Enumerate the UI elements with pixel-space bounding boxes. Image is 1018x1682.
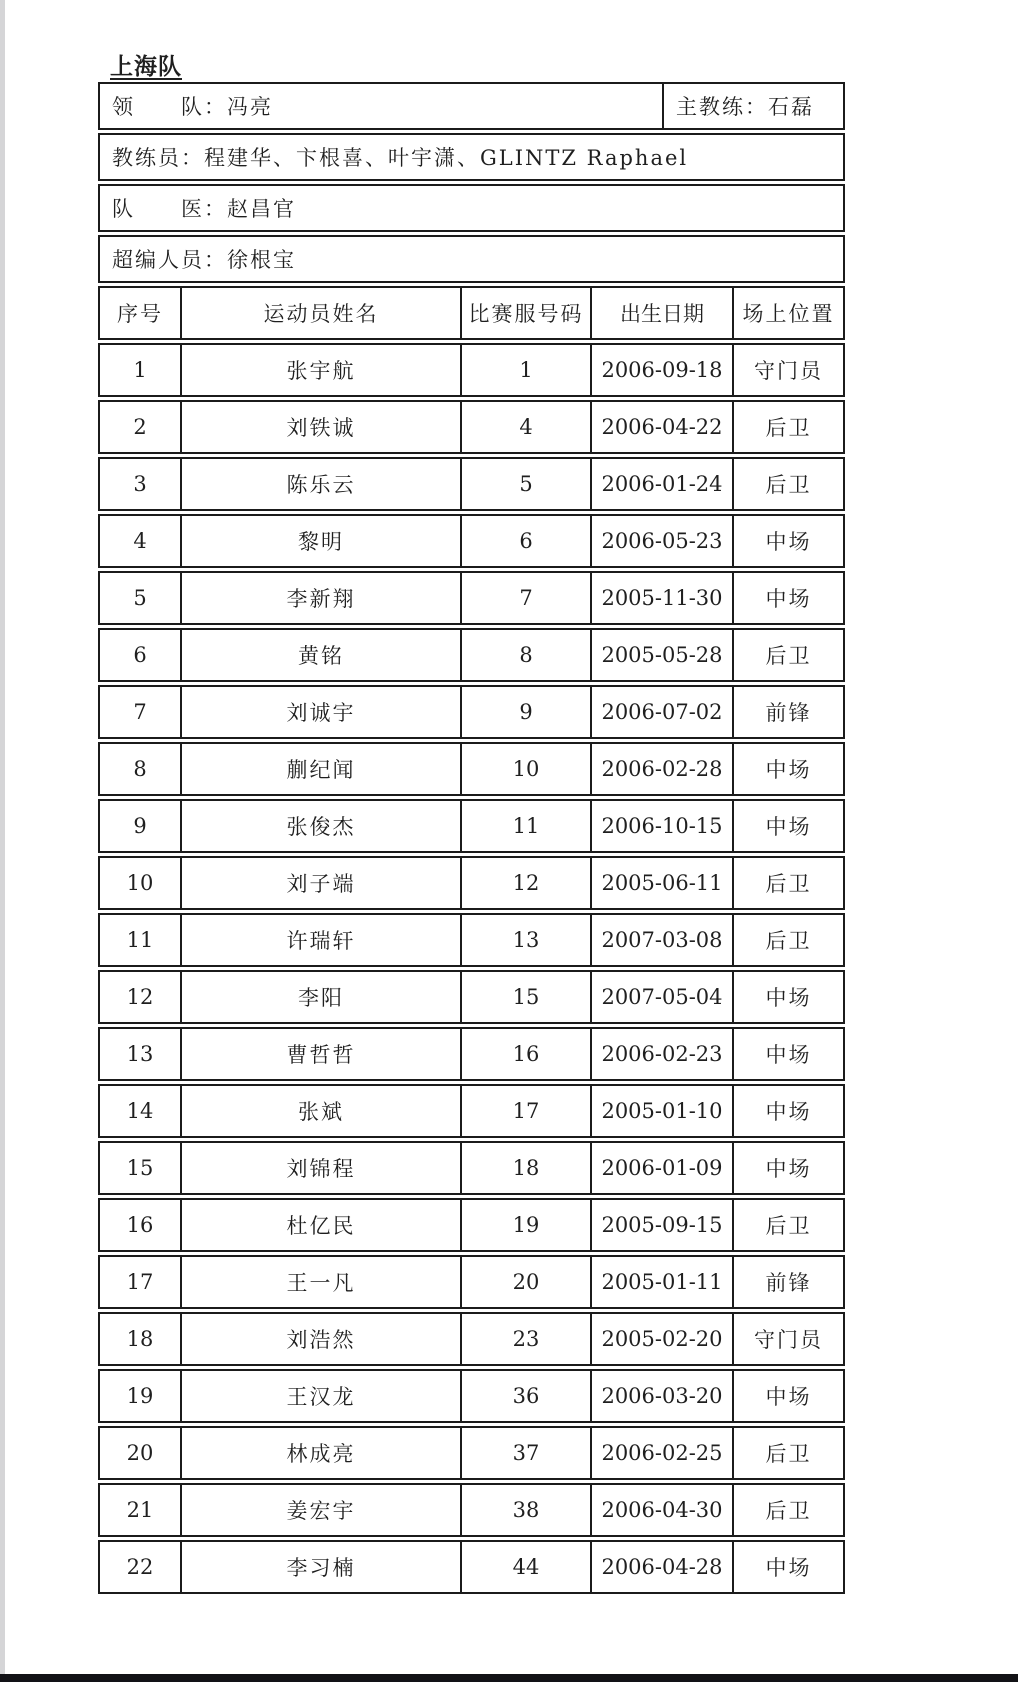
cell-jersey-number: 44: [462, 1542, 592, 1592]
team-info-table: [98, 82, 845, 286]
cell-player-name: 王汉龙: [182, 1371, 462, 1421]
cell-no: 18: [100, 1314, 182, 1364]
cell-no: 14: [100, 1086, 182, 1136]
cell-no: 7: [100, 687, 182, 737]
cell-jersey-number: 13: [462, 915, 592, 965]
extra-staff-field: 超编人员：徐根宝: [112, 248, 296, 272]
cell-position: 后卫: [765, 644, 812, 668]
cell-no: 13: [100, 1029, 182, 1079]
table-row: [98, 1369, 845, 1423]
cell-player-name: 张俊杰: [182, 801, 462, 851]
cell-jersey-number: 5: [462, 459, 592, 509]
cell-jersey-number: 9: [462, 687, 592, 737]
cell-position: 前锋: [765, 701, 812, 725]
cell-no: 8: [100, 744, 182, 794]
cell-no: 11: [100, 915, 182, 965]
table-row: [98, 400, 845, 454]
coaches-field: 教练员：程建华、卞根喜、叶宇潇、GLINTZ Raphael: [112, 146, 689, 170]
cell-position: 中场: [765, 986, 812, 1010]
cell-player-name: 张宇航: [182, 345, 462, 395]
cell-position: 后卫: [765, 473, 812, 497]
cell-player-name: 曹哲哲: [182, 1029, 462, 1079]
table-row: [98, 457, 845, 511]
cell-birthdate: 2006-05-23: [592, 516, 734, 566]
cell-jersey-number: 12: [462, 858, 592, 908]
cell-position: 守门员: [754, 1328, 823, 1352]
page-left-edge: [0, 0, 5, 1682]
cell-birthdate: 2006-10-15: [592, 801, 734, 851]
info-row-extra-staff: [98, 235, 845, 283]
cell-position: 后卫: [765, 1214, 812, 1238]
cell-position: 守门员: [754, 359, 823, 383]
cell-birthdate: 2006-01-09: [592, 1143, 734, 1193]
cell-birthdate: 2006-03-20: [592, 1371, 734, 1421]
table-row: [98, 628, 845, 682]
info-row-coaches: [98, 133, 845, 181]
cell-no: 20: [100, 1428, 182, 1478]
cell-birthdate: 2007-05-04: [592, 972, 734, 1022]
cell-position: 中场: [765, 1100, 812, 1124]
cell-player-name: 刘铁诚: [182, 402, 462, 452]
cell-position: 中场: [765, 1157, 812, 1181]
cell-birthdate: 2006-09-18: [592, 345, 734, 395]
cell-player-name: 刘锦程: [182, 1143, 462, 1193]
cell-player-name: 张斌: [182, 1086, 462, 1136]
cell-no: 19: [100, 1371, 182, 1421]
cell-no: 9: [100, 801, 182, 851]
table-row: [98, 1540, 845, 1594]
cell-position: 中场: [765, 587, 812, 611]
page-title: 上海队: [110, 53, 182, 80]
table-row: [98, 571, 845, 625]
table-row: [98, 1027, 845, 1081]
cell-player-name: 陈乐云: [182, 459, 462, 509]
cell-player-name: 许瑞轩: [182, 915, 462, 965]
cell-no: 15: [100, 1143, 182, 1193]
cell-player-name: 李阳: [182, 972, 462, 1022]
cell-player-name: 王一凡: [182, 1257, 462, 1307]
cell-birthdate: 2006-01-24: [592, 459, 734, 509]
cell-birthdate: 2006-02-25: [592, 1428, 734, 1478]
cell-jersey-number: 11: [462, 801, 592, 851]
cell-birthdate: 2006-04-30: [592, 1485, 734, 1535]
cell-player-name: 刘诚宇: [182, 687, 462, 737]
info-row-doctor: [98, 184, 845, 232]
cell-birthdate: 2005-01-11: [592, 1257, 734, 1307]
cell-position: 中场: [765, 1385, 812, 1409]
table-row: [98, 1255, 845, 1309]
team-leader-field: 领 队：冯亮: [100, 84, 664, 128]
column-header-number: 比赛服号码: [462, 288, 592, 338]
cell-jersey-number: 4: [462, 402, 592, 452]
cell-position: 后卫: [765, 416, 812, 440]
roster-table: [98, 286, 845, 1597]
cell-jersey-number: 20: [462, 1257, 592, 1307]
cell-jersey-number: 19: [462, 1200, 592, 1250]
table-row: [98, 1198, 845, 1252]
table-row: [98, 343, 845, 397]
cell-position: 中场: [765, 1043, 812, 1067]
cell-position: 中场: [765, 815, 812, 839]
cell-no: 6: [100, 630, 182, 680]
table-row: [98, 1141, 845, 1195]
cell-jersey-number: 36: [462, 1371, 592, 1421]
cell-player-name: 刘浩然: [182, 1314, 462, 1364]
cell-no: 3: [100, 459, 182, 509]
cell-player-name: 刘子端: [182, 858, 462, 908]
column-header-name: 运动员姓名: [182, 288, 462, 338]
cell-jersey-number: 15: [462, 972, 592, 1022]
cell-jersey-number: 10: [462, 744, 592, 794]
cell-birthdate: 2005-05-28: [592, 630, 734, 680]
cell-no: 12: [100, 972, 182, 1022]
cell-jersey-number: 18: [462, 1143, 592, 1193]
cell-player-name: 李新翔: [182, 573, 462, 623]
head-coach-field: 主教练：石磊: [676, 95, 814, 119]
cell-jersey-number: 17: [462, 1086, 592, 1136]
cell-no: 5: [100, 573, 182, 623]
cell-no: 16: [100, 1200, 182, 1250]
cell-no: 21: [100, 1485, 182, 1535]
cell-position: 中场: [765, 1556, 812, 1580]
cell-player-name: 蒯纪闻: [182, 744, 462, 794]
cell-player-name: 林成亮: [182, 1428, 462, 1478]
column-header-position: 场上位置: [742, 302, 835, 326]
cell-position: 后卫: [765, 929, 812, 953]
table-row: [98, 970, 845, 1024]
cell-player-name: 姜宏宇: [182, 1485, 462, 1535]
cell-birthdate: 2005-11-30: [592, 573, 734, 623]
cell-jersey-number: 7: [462, 573, 592, 623]
info-row-leader: [98, 82, 845, 130]
cell-birthdate: 2006-02-23: [592, 1029, 734, 1079]
cell-no: 22: [100, 1542, 182, 1592]
team-doctor-field: 队 医：赵昌官: [112, 197, 296, 221]
cell-player-name: 黄铭: [182, 630, 462, 680]
cell-birthdate: 2005-01-10: [592, 1086, 734, 1136]
table-row: [98, 913, 845, 967]
cell-birthdate: 2007-03-08: [592, 915, 734, 965]
table-row: [98, 742, 845, 796]
table-row: [98, 856, 845, 910]
cell-jersey-number: 23: [462, 1314, 592, 1364]
cell-position: 中场: [765, 530, 812, 554]
table-row: [98, 1426, 845, 1480]
page-bottom-edge: [0, 1674, 1018, 1682]
roster-body: [98, 343, 845, 1594]
table-row: [98, 1483, 845, 1537]
column-header-no: 序号: [100, 288, 182, 338]
cell-birthdate: 2006-07-02: [592, 687, 734, 737]
column-header-birthdate: 出生日期: [592, 288, 734, 338]
cell-jersey-number: 8: [462, 630, 592, 680]
table-row: [98, 1312, 845, 1366]
cell-birthdate: 2006-04-22: [592, 402, 734, 452]
table-row: [98, 1084, 845, 1138]
cell-birthdate: 2006-02-28: [592, 744, 734, 794]
cell-position: 后卫: [765, 1442, 812, 1466]
cell-jersey-number: 1: [462, 345, 592, 395]
cell-jersey-number: 37: [462, 1428, 592, 1478]
cell-no: 17: [100, 1257, 182, 1307]
cell-jersey-number: 6: [462, 516, 592, 566]
cell-position: 中场: [765, 758, 812, 782]
cell-no: 4: [100, 516, 182, 566]
cell-birthdate: 2005-09-15: [592, 1200, 734, 1250]
cell-no: 10: [100, 858, 182, 908]
cell-birthdate: 2005-02-20: [592, 1314, 734, 1364]
cell-no: 1: [100, 345, 182, 395]
cell-jersey-number: 38: [462, 1485, 592, 1535]
cell-position: 后卫: [765, 1499, 812, 1523]
roster-header-row: [98, 286, 845, 340]
cell-player-name: 李习楠: [182, 1542, 462, 1592]
cell-player-name: 杜亿民: [182, 1200, 462, 1250]
cell-birthdate: 2005-06-11: [592, 858, 734, 908]
cell-position: 后卫: [765, 872, 812, 896]
cell-jersey-number: 16: [462, 1029, 592, 1079]
table-row: [98, 799, 845, 853]
cell-no: 2: [100, 402, 182, 452]
cell-position: 前锋: [765, 1271, 812, 1295]
cell-player-name: 黎明: [182, 516, 462, 566]
cell-birthdate: 2006-04-28: [592, 1542, 734, 1592]
table-row: [98, 514, 845, 568]
table-row: [98, 685, 845, 739]
